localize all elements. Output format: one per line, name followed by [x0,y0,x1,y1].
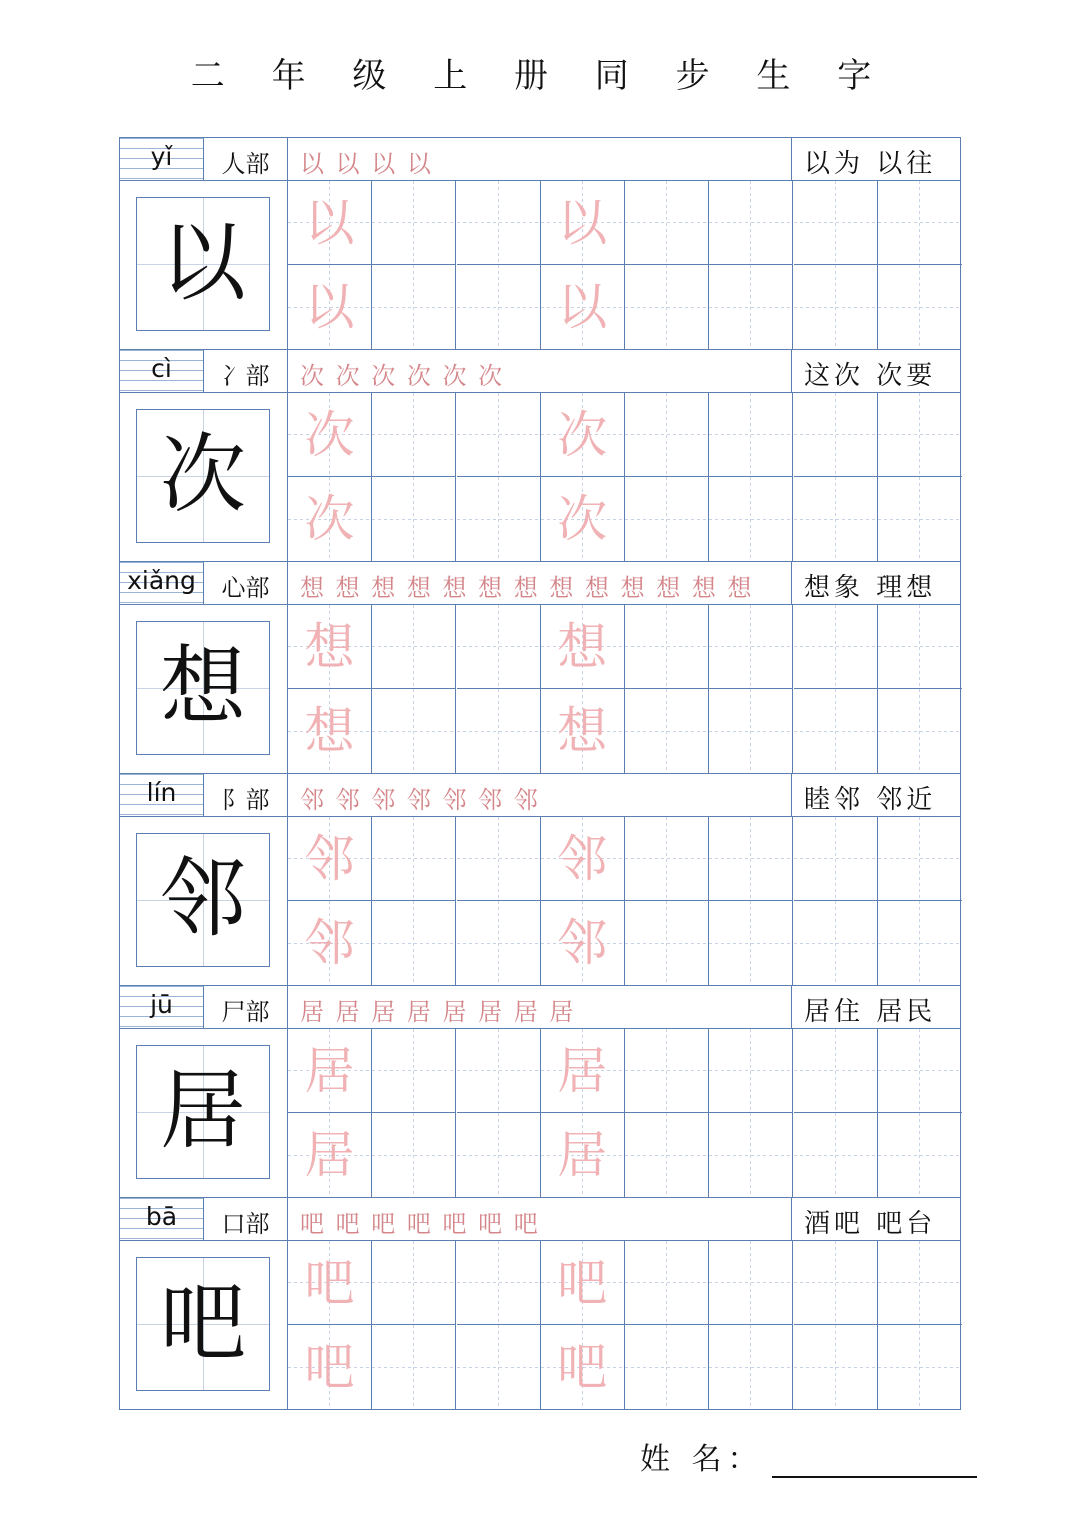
pinyin: yǐ [150,142,173,171]
model-char: 以 [160,213,246,313]
practice-cell[interactable] [288,181,372,265]
radical-cell [204,986,288,1028]
practice-area [120,393,960,562]
radical-cell [204,774,288,816]
practice-cell[interactable] [457,181,541,265]
practice-cell[interactable] [794,901,878,985]
practice-cell[interactable] [709,393,793,477]
practice-grid [288,393,962,561]
stroke-order-cell [288,774,792,816]
practice-cell[interactable] [794,1241,878,1325]
char-block [120,350,960,562]
practice-cell[interactable] [794,1029,878,1113]
trace-char: 次 [557,490,608,548]
practice-cell[interactable] [709,689,793,773]
practice-grid [288,1029,962,1197]
practice-cell[interactable] [625,265,709,349]
practice-cell[interactable] [288,477,372,561]
trace-char: 邻 [557,830,608,888]
model-char: 邻 [160,849,246,949]
radical: 口部 [221,1210,270,1238]
char-header [120,562,960,605]
trace-char: 次 [557,406,608,464]
words-cell [792,774,962,816]
trace-char: 次 [304,490,355,548]
practice-cell[interactable] [372,1029,456,1113]
practice-cell[interactable] [288,689,372,773]
model-char-cell [120,817,288,985]
stroke-order: 吧 吧 吧 吧 吧 吧 吧 [300,1210,540,1238]
practice-cell[interactable] [878,1325,962,1409]
example-words: 睦邻 邻近 [804,785,937,815]
trace-char: 吧 [557,1338,608,1396]
stroke-order-cell [288,138,792,180]
practice-cell[interactable] [625,477,709,561]
pinyin-cell [120,562,204,604]
pinyin: xiǎng [127,566,196,595]
practice-cell[interactable] [625,1241,709,1325]
practice-cell[interactable] [372,1241,456,1325]
char-header [120,350,960,393]
practice-cell[interactable] [541,817,625,901]
practice-area [120,817,960,986]
practice-cell[interactable] [794,393,878,477]
practice-cell[interactable] [457,901,541,985]
pinyin-cell [120,986,204,1028]
model-char: 吧 [160,1273,246,1373]
worksheet-grid [119,137,961,1410]
practice-cell[interactable] [541,1029,625,1113]
model-char: 想 [160,637,246,737]
trace-char: 想 [304,618,355,676]
stroke-order: 次 次 次 次 次 次 [300,362,505,390]
practice-cell[interactable] [541,1325,625,1409]
practice-cell[interactable] [625,689,709,773]
practice-cell[interactable] [878,265,962,349]
practice-cell[interactable] [457,1241,541,1325]
practice-cell[interactable] [541,605,625,689]
practice-cell[interactable] [794,1113,878,1197]
practice-cell[interactable] [457,605,541,689]
practice-cell[interactable] [709,1113,793,1197]
stroke-order: 居 居 居 居 居 居 居 居 [300,998,576,1026]
practice-cell[interactable] [878,817,962,901]
radical: 人部 [221,150,270,178]
pinyin-cell [120,350,204,392]
radical: 阝部 [221,786,270,814]
practice-cell[interactable] [541,689,625,773]
model-char-box [136,197,270,331]
practice-cell[interactable] [541,901,625,985]
trace-char: 以 [557,278,608,336]
practice-cell[interactable] [457,477,541,561]
practice-cell[interactable] [288,1241,372,1325]
radical: 心部 [221,574,270,602]
radical-cell [204,138,288,180]
model-char-cell [120,605,288,773]
practice-cell[interactable] [457,1029,541,1113]
practice-cell[interactable] [709,1241,793,1325]
name-field[interactable] [640,1434,977,1478]
practice-cell[interactable] [372,1113,456,1197]
practice-cell[interactable] [878,393,962,477]
example-words: 以为 以往 [804,149,937,179]
practice-grid [288,181,962,349]
model-char-box [136,833,270,967]
practice-cell[interactable] [878,1241,962,1325]
practice-cell[interactable] [709,1029,793,1113]
practice-cell[interactable] [625,605,709,689]
practice-cell[interactable] [709,1325,793,1409]
practice-area [120,1029,960,1198]
practice-cell[interactable] [457,1113,541,1197]
radical: 尸部 [221,998,270,1026]
pinyin: jū [150,990,173,1019]
practice-cell[interactable] [541,1241,625,1325]
practice-cell[interactable] [794,817,878,901]
practice-grid [288,817,962,985]
practice-cell[interactable] [878,181,962,265]
practice-cell[interactable] [457,817,541,901]
trace-char: 次 [304,406,355,464]
practice-cell[interactable] [288,393,372,477]
practice-cell[interactable] [878,605,962,689]
practice-cell[interactable] [709,901,793,985]
trace-char: 以 [557,194,608,252]
trace-char: 以 [304,194,355,252]
trace-char: 吧 [557,1254,608,1312]
trace-char: 吧 [304,1254,355,1312]
practice-cell[interactable] [288,1029,372,1113]
trace-char: 邻 [304,914,355,972]
practice-cell[interactable] [794,689,878,773]
trace-char: 居 [557,1126,608,1184]
practice-area [120,605,960,774]
trace-char: 居 [304,1126,355,1184]
practice-cell[interactable] [878,477,962,561]
words-cell [792,350,962,392]
example-words: 想象 理想 [804,573,937,603]
practice-cell[interactable] [709,477,793,561]
radical-cell [204,1198,288,1240]
model-char: 居 [160,1061,246,1161]
practice-cell[interactable] [372,901,456,985]
pinyin: cì [151,354,172,383]
trace-char: 邻 [557,914,608,972]
practice-cell[interactable] [625,1113,709,1197]
practice-cell[interactable] [288,605,372,689]
practice-cell[interactable] [878,1113,962,1197]
trace-char: 居 [557,1042,608,1100]
radical: 冫部 [221,362,270,390]
practice-cell[interactable] [709,181,793,265]
example-words: 这次 次要 [804,361,937,391]
practice-cell[interactable] [794,605,878,689]
practice-cell[interactable] [457,393,541,477]
radical-cell [204,350,288,392]
practice-cell[interactable] [288,1113,372,1197]
model-char-cell [120,393,288,561]
practice-cell[interactable] [878,901,962,985]
practice-cell[interactable] [625,393,709,477]
practice-cell[interactable] [372,393,456,477]
char-block [120,138,960,350]
model-char-box [136,409,270,543]
practice-cell[interactable] [457,1325,541,1409]
practice-cell[interactable] [372,689,456,773]
trace-char: 居 [304,1042,355,1100]
practice-cell[interactable] [288,901,372,985]
char-block [120,1198,960,1409]
trace-char: 以 [304,278,355,336]
char-block [120,986,960,1198]
practice-cell[interactable] [878,689,962,773]
pinyin: bā [145,1202,178,1231]
practice-cell[interactable] [794,1325,878,1409]
practice-grid [288,605,962,773]
pinyin: lín [146,778,177,807]
practice-cell[interactable] [288,817,372,901]
stroke-order-cell [288,350,792,392]
practice-area [120,181,960,350]
stroke-order-cell [288,1198,792,1240]
model-char-box [136,1257,270,1391]
char-header [120,774,960,817]
practice-cell[interactable] [372,1325,456,1409]
model-char-box [136,1045,270,1179]
practice-cell[interactable] [541,393,625,477]
char-header [120,138,960,181]
stroke-order: 以 以 以 以 [300,150,433,178]
char-block [120,774,960,986]
stroke-order-cell [288,986,792,1028]
char-block [120,562,960,774]
practice-cell[interactable] [372,477,456,561]
char-header [120,986,960,1029]
practice-cell[interactable] [541,477,625,561]
char-header [120,1198,960,1241]
practice-cell[interactable] [625,817,709,901]
practice-cell[interactable] [709,265,793,349]
words-cell [792,138,962,180]
page-title: 二 年 级 上 册 同 步 生 字 [190,56,890,96]
practice-cell[interactable] [709,605,793,689]
practice-cell[interactable] [541,181,625,265]
pinyin-cell [120,138,204,180]
model-char: 次 [160,425,246,525]
pinyin-cell [120,1198,204,1240]
practice-cell[interactable] [372,181,456,265]
trace-char: 想 [557,618,608,676]
practice-cell[interactable] [288,265,372,349]
trace-char: 想 [304,702,355,760]
practice-cell[interactable] [372,265,456,349]
practice-cell[interactable] [625,1325,709,1409]
practice-cell[interactable] [372,817,456,901]
model-char-cell [120,1241,288,1409]
practice-area [120,1241,960,1409]
name-blank-line[interactable] [772,1446,977,1478]
practice-grid [288,1241,962,1409]
practice-cell[interactable] [457,689,541,773]
radical-cell [204,562,288,604]
stroke-order: 邻 邻 邻 邻 邻 邻 邻 [300,786,540,814]
stroke-order-cell [288,562,792,604]
trace-char: 吧 [304,1338,355,1396]
practice-cell[interactable] [288,1325,372,1409]
model-char-box [136,621,270,755]
practice-cell[interactable] [625,1029,709,1113]
practice-cell[interactable] [878,1029,962,1113]
practice-cell[interactable] [625,181,709,265]
practice-cell[interactable] [794,477,878,561]
words-cell [792,986,962,1028]
trace-char: 想 [557,702,608,760]
model-char-cell [120,181,288,349]
trace-char: 邻 [304,830,355,888]
stroke-order: 想 想 想 想 想 想 想 想 想 想 想 想 想 [300,574,754,602]
practice-cell[interactable] [372,605,456,689]
practice-cell[interactable] [794,181,878,265]
practice-cell[interactable] [541,1113,625,1197]
words-cell [792,562,962,604]
practice-cell[interactable] [709,817,793,901]
practice-cell[interactable] [625,901,709,985]
model-char-cell [120,1029,288,1197]
example-words: 居住 居民 [804,997,937,1027]
practice-cell[interactable] [541,265,625,349]
example-words: 酒吧 吧台 [804,1209,937,1239]
practice-cell[interactable] [794,265,878,349]
words-cell [792,1198,962,1240]
practice-cell[interactable] [457,265,541,349]
pinyin-cell [120,774,204,816]
name-label: 姓 名： [640,1442,764,1477]
